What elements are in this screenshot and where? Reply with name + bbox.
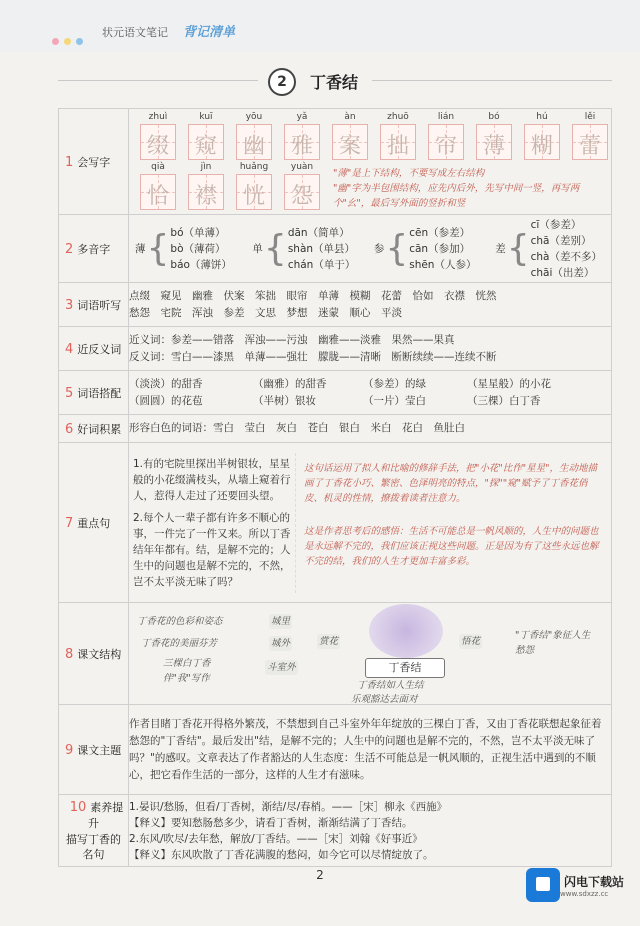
- pinyin: yuàn: [290, 161, 314, 172]
- pinyin: zhuō: [387, 111, 409, 122]
- dictation-cell: [129, 283, 612, 327]
- char-cell: [569, 112, 611, 162]
- structure-bottom: 丁香结如人生结: [357, 679, 424, 691]
- pinyin: zhuì: [148, 111, 168, 122]
- structure-diagram: [129, 604, 611, 704]
- page-number: 2: [316, 868, 324, 882]
- section-label: 4 近反义词: [59, 327, 129, 371]
- tianzige-box: [140, 124, 176, 160]
- collocation: （淡淡）的甜香: [129, 377, 203, 390]
- antonym-line: 反义词：雪白——漆黑 单薄——强壮 朦胧——清晰 断断续续——连续不断: [129, 350, 497, 363]
- tianzige-box: [284, 124, 320, 160]
- row-structure: [59, 603, 612, 705]
- poly-item: dān（简单）: [287, 226, 350, 239]
- key-sentence: 2.每个人一辈子都有许多不顺心的事，一件完了一件又来。所以丁香结年年都有。结，是解不完的；人生中的问题也是解不完的，不然，岂不太平淡无味了吗？: [133, 511, 291, 588]
- char-cell: [185, 112, 227, 162]
- quotes-cell: [129, 795, 612, 867]
- word-line: 点缀 窥见 幽雅 伏案 笨拙 眼帘 单薄 模糊 花蕾 恰如 衣襟 恍然: [129, 289, 497, 302]
- collocation: （半树）银妆: [253, 394, 316, 407]
- poly-item: chà（差不多）: [530, 250, 602, 263]
- section-label: 6 好词积累: [59, 415, 129, 443]
- row-collocations: [59, 371, 612, 415]
- poly-item: chán（单于）: [287, 258, 356, 271]
- char-cell: [137, 112, 179, 162]
- structure-center: 丁香结: [365, 658, 445, 678]
- character: 襟: [194, 183, 217, 209]
- series-title: 状元语文笔记: [102, 26, 168, 39]
- quote: 1.晏识/愁肠，但看/丁香树，渐结/尽/春梢。——［宋］柳永《西施》: [129, 800, 448, 813]
- section-label: 1 会写字: [59, 109, 129, 215]
- character: 帘: [434, 133, 457, 159]
- tianzige-box: [236, 124, 272, 160]
- char-cell: [281, 162, 323, 212]
- pinyin: lián: [437, 111, 455, 122]
- watermark-url: www.sdxzz.cc: [560, 889, 609, 898]
- char-cell: [377, 112, 419, 162]
- tianzige-box: [476, 124, 512, 160]
- character: 恍: [242, 183, 265, 209]
- pinyin: lěi: [584, 111, 596, 122]
- quote-explanation: 【释义】东风吹散了丁香花满腹的愁闷，如今它可以尽情绽放了。: [129, 848, 434, 861]
- brand-title: 背记清单: [183, 25, 236, 40]
- character: 怨: [290, 183, 313, 209]
- section-label: 5 词语搭配: [59, 371, 129, 415]
- character: 缀: [146, 133, 169, 159]
- char-cell: [233, 112, 275, 162]
- row-polyphones: [59, 215, 612, 283]
- structure-left: 丁香花的色彩和姿态: [137, 615, 223, 627]
- pinyin: huǎng: [239, 161, 269, 172]
- poly-char: 薄: [135, 242, 146, 255]
- collocation: （一片）莹白: [363, 394, 426, 407]
- handwritten-note: "薄"是上下结构，不要写成左右结构: [333, 167, 485, 179]
- structure-left: 三棵白丁香伴"我"写作: [163, 657, 211, 684]
- collocation: （星星般）的小花: [467, 377, 551, 390]
- char-cell: [329, 112, 371, 162]
- structure-branch: 赏花: [319, 635, 339, 647]
- tianzige-box: [332, 124, 368, 160]
- structure-mid: 城里: [271, 615, 291, 627]
- lesson-titlebar: [0, 64, 640, 96]
- handwritten-note: "幽"字为半包围结构，应先内后外，先写中间一竖，再写两个"幺"，最后写外面的竖折和竖: [333, 182, 580, 209]
- structure-branch: 悟花: [461, 635, 481, 647]
- notes-table: [58, 108, 612, 867]
- pinyin: àn: [344, 111, 356, 122]
- decor-dots: [52, 30, 88, 49]
- handwritten-note: 这句话运用了拟人和比喻的修辞手法，把"小花"比作"星星"，生动地描画了丁香花小巧、繁密、色泽明亮的特点，"探""窥"赋予了丁香花俏皮、机灵的性情，撩拨着读者注意力。: [304, 462, 597, 504]
- structure-mid: 斗室外: [267, 661, 296, 673]
- char-cell: [185, 162, 227, 212]
- pinyin: hú: [536, 111, 548, 122]
- row-key-sentences: [59, 443, 612, 603]
- divider: [372, 80, 612, 81]
- poly-item: chāi（出差）: [530, 266, 595, 279]
- section-label: 9 课文主题: [59, 705, 129, 795]
- handwritten-note: 这是作者思考后的感悟：生活不可能总是一帆风顺的，人生中的问题也是永远解不完的，我们应该正视这些问题。正是因为有了这些永远也解不完的结，我们的人生才更加丰富多彩。: [304, 525, 599, 567]
- pinyin: yǎ: [296, 111, 308, 122]
- row-quotes: [59, 795, 612, 867]
- tianzige-box: [284, 174, 320, 210]
- watermark: [526, 868, 624, 902]
- synonyms-cell: [129, 327, 612, 371]
- poly-item: bò（薄荷）: [170, 242, 226, 255]
- pinyin: yōu: [245, 111, 263, 122]
- char-row-1: [129, 112, 611, 162]
- character: 薄: [482, 133, 505, 159]
- row-synonyms: [59, 327, 612, 371]
- tianzige-box: [572, 124, 608, 160]
- pinyin: jìn: [200, 161, 212, 172]
- poly-char: 单: [252, 242, 263, 255]
- lesson-number: 2: [268, 68, 296, 96]
- character: 窥: [194, 133, 217, 159]
- character: 蕾: [578, 133, 601, 159]
- poly-item: cī（参差）: [530, 218, 582, 231]
- good-words: 形容白色的词语：雪白 莹白 灰白 苍白 银白 米白 花白 鱼肚白: [129, 415, 612, 443]
- characters-cell: [129, 109, 612, 215]
- char-row-2: [129, 162, 323, 212]
- tianzige-box: [140, 174, 176, 210]
- tianzige-box: [380, 124, 416, 160]
- poly-item: báo（薄饼）: [170, 258, 232, 271]
- row-good-words: [59, 415, 612, 443]
- tianzige-box: [428, 124, 464, 160]
- char-cell: [137, 162, 179, 212]
- quote: 2.东风/吹尽/去年愁，解放/丁香结。——［宋］刘翰《好事近》: [129, 832, 423, 845]
- collocation: （幽雅）的甜香: [253, 377, 327, 390]
- poly-item: shēn（人参）: [409, 258, 477, 271]
- divider: [58, 80, 258, 81]
- polyphones-cell: 薄 { bó（单薄） bò（薄荷） báo（薄饼） 单 { dān（简单） shàn（单县） chán（单于） 参 { cēn（参差） cān（参加） shēn（人参） 差 { cī（参差） chā（差别） chà（差不多） chāi（出差）: [129, 215, 612, 283]
- collocation: （参差）的绿: [363, 377, 426, 390]
- structure-right: "丁香结"象征人生愁怨: [515, 629, 591, 656]
- tianzige-box: [188, 174, 224, 210]
- char-cell: [521, 112, 563, 162]
- poly-item: cān（参加）: [409, 242, 471, 255]
- char-cell: [233, 162, 275, 212]
- poly-item: bó（单薄）: [170, 226, 226, 239]
- section-label: 10 素养提升 描写丁香的名句: [59, 795, 129, 867]
- section-label: 2 多音字: [59, 215, 129, 283]
- structure-mid: 城外: [271, 637, 291, 649]
- collocation: （圆圆）的花苞: [129, 394, 203, 407]
- row-dictation: [59, 283, 612, 327]
- page-header: [0, 0, 640, 52]
- row-theme: [59, 705, 612, 795]
- structure-bottom: 乐观豁达去面对: [351, 693, 418, 705]
- character: 拙: [386, 133, 409, 159]
- section-label: 8 课文结构: [59, 603, 129, 705]
- section-label: 7 重点句: [59, 443, 129, 603]
- lilac-flower-image: [369, 604, 443, 658]
- tianzige-box: [524, 124, 560, 160]
- key-sentence: 1.有的宅院里探出半树银妆，星星般的小花缀满枝头，从墙上窥着行人，惹得人走过了还要回头望。: [133, 457, 291, 502]
- structure-left: 丁香花的美丽芬芳: [141, 637, 218, 649]
- structure-cell: [129, 603, 612, 705]
- poly-char: 差: [495, 242, 506, 255]
- tianzige-box: [188, 124, 224, 160]
- pinyin: qià: [151, 161, 165, 172]
- char-cell: [425, 112, 467, 162]
- character: 案: [338, 133, 361, 159]
- collocation: （三棵）白丁香: [467, 394, 541, 407]
- char-cell: [473, 112, 515, 162]
- character: 幽: [242, 133, 265, 159]
- collocations-cell: [129, 371, 612, 415]
- row-characters: [59, 109, 612, 215]
- theme-text: 作者目睹丁香花开得格外繁茂，不禁想到自己斗室外年年绽放的三棵白丁香，又由丁香花联想起象征着愁怨的"丁香结"。最后发出"结，是解不完的；人生中的问题也是解不完的，不然，岂不太平淡无味了吗？"的感叹。文章表达了作者豁达的人生态度：生活不可能总是一帆风顺的，正视生活中遇到的不顺心，把它看作生活的一部分，这样的人生才有滋味。: [129, 705, 612, 795]
- poly-char: 参: [373, 242, 385, 255]
- character: 恰: [146, 183, 169, 209]
- synonym-line: 近义词：参差——错落 浑浊——污浊 幽雅——淡雅 果然——果真: [129, 333, 455, 346]
- poly-item: chā（差别）: [530, 234, 592, 247]
- watermark-name: 闪电下载站: [564, 874, 625, 889]
- section-label: 3 词语听写: [59, 283, 129, 327]
- character: 雅: [290, 133, 313, 159]
- quote-explanation: 【释义】要知愁肠愁多少，请看丁香树，渐渐结满了丁香结。: [129, 816, 413, 829]
- pinyin: kuī: [199, 111, 213, 122]
- lesson-title: 丁香结: [310, 73, 359, 92]
- char-cell: [281, 112, 323, 162]
- tianzige-box: [236, 174, 272, 210]
- pinyin: bó: [488, 111, 500, 122]
- character: 糊: [530, 133, 553, 159]
- box-logo-icon: [526, 868, 560, 902]
- poly-item: shàn（单县）: [287, 242, 356, 255]
- key-sentences-cell: [129, 443, 612, 603]
- poly-item: cēn（参差）: [409, 226, 471, 239]
- word-line: 愁怨 宅院 浑浊 参差 文思 梦想 迷蒙 顺心 平淡: [129, 306, 402, 319]
